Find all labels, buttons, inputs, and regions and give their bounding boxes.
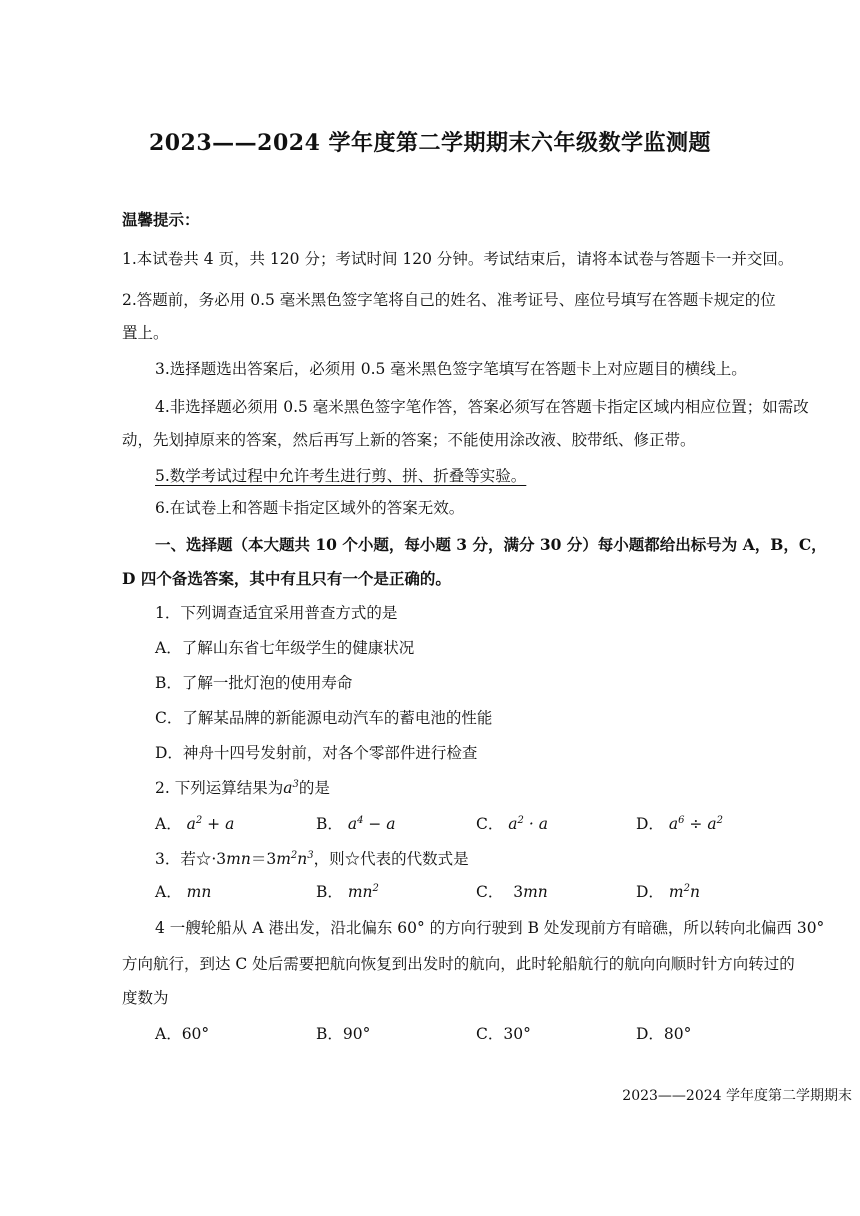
q4-stem-line3: 度数为 bbox=[122, 989, 169, 1007]
q4-stem-line2: 方向航行，到达 C 处后需要把航向恢复到出发时的航向，此时轮船航行的航向向顺时针方向转过的 bbox=[122, 955, 795, 973]
tip-4-cont: 动，先划掉原来的答案，然后再写上新的答案；不能使用涂改液、胶带纸、修正带。 bbox=[122, 431, 696, 449]
q1-option-a: A．了解山东省七年级学生的健康状况 bbox=[155, 639, 415, 657]
tip-1: 1.本试卷共 4 页，共 120 分；考试时间 120 分钟。考试结束后，请将本试卷与答题卡一并交回。 bbox=[122, 250, 794, 268]
q2-stem bbox=[155, 778, 330, 798]
q3-option-a: A． mn bbox=[155, 883, 212, 901]
q1-stem: 1．下列调查适宜采用普查方式的是 bbox=[155, 604, 398, 622]
tip-2: 2.答题前，务必用 0.5 毫米黑色签字笔将自己的姓名、准考证号、座位号填写在答题卡规定的位 bbox=[122, 291, 776, 309]
tip-5: 5.数学考试过程中允许考生进行剪、拼、折叠等实验。 bbox=[155, 467, 527, 485]
tip-3: 3.选择题选出答案后，必须用 0.5 毫米黑色签字笔填写在答题卡上对应题目的横线上。 bbox=[155, 360, 747, 378]
q2-stem-prefix: 2. 下列运算结果为 bbox=[155, 779, 284, 797]
q3-option-c: C． 3mn bbox=[476, 883, 548, 901]
q2-option-a: A． $a^2 + a$ bbox=[155, 814, 235, 833]
page-footer: 2023——2024 学年度第二学期期末 bbox=[622, 1088, 852, 1104]
q2-stem-suffix: 的是 bbox=[298, 779, 330, 797]
q4-option-b: B．90° bbox=[316, 1025, 371, 1043]
q2-stem-math: $a^3$ bbox=[283, 778, 299, 797]
exam-title: 2023——2024 学年度第二学期期末六年级数学监测题 bbox=[148, 130, 712, 156]
tip-2-cont: 置上。 bbox=[122, 324, 169, 342]
q3-option-b: B． $mn^2$ bbox=[316, 882, 379, 901]
q1-option-b: B．了解一批灯泡的使用寿命 bbox=[155, 674, 353, 692]
q4-stem-line1: 4 一艘轮船从 A 港出发，沿北偏东 60° 的方向行驶到 B 处发现前方有暗礁，所以转向北偏西 30° bbox=[155, 919, 825, 937]
tip-4: 4.非选择题必须用 0.5 毫米黑色签字笔作答，答案必须写在答题卡指定区域内相应位置；如需改 bbox=[155, 398, 809, 416]
q2-option-b: B． $a^4 - a$ bbox=[316, 814, 396, 833]
q1-option-c: C．了解某品牌的新能源电动汽车的蓄电池的性能 bbox=[155, 709, 493, 727]
tips-heading: 温馨提示： bbox=[122, 210, 200, 229]
section-1-heading-cont: D 四个备选答案，其中有且只有一个是正确的。 bbox=[122, 569, 451, 588]
q4-option-d: D．80° bbox=[636, 1025, 692, 1043]
q2-option-c: C． $a^2 \cdot a$ bbox=[476, 814, 548, 833]
q4-option-a: A．60° bbox=[155, 1025, 210, 1043]
tip-6: 6.在试卷上和答题卡指定区域外的答案无效。 bbox=[155, 499, 465, 517]
q1-option-d: D．神舟十四号发射前，对各个零部件进行检查 bbox=[155, 744, 478, 762]
section-1-heading: 一、选择题（本大题共 10 个小题，每小题 3 分，满分 30 分）每小题都给出标号为 A，B，C， bbox=[155, 535, 827, 554]
q2-option-d: D． $a^6 \div a^2$ bbox=[636, 814, 723, 833]
q3-stem: 3．若$☆\cdot 3mn=3m^2n^3$，则☆代表的代数式是 bbox=[155, 849, 469, 868]
q3-option-d: D． $m^2n$ bbox=[636, 882, 700, 901]
q4-option-c: C．30° bbox=[476, 1025, 531, 1043]
